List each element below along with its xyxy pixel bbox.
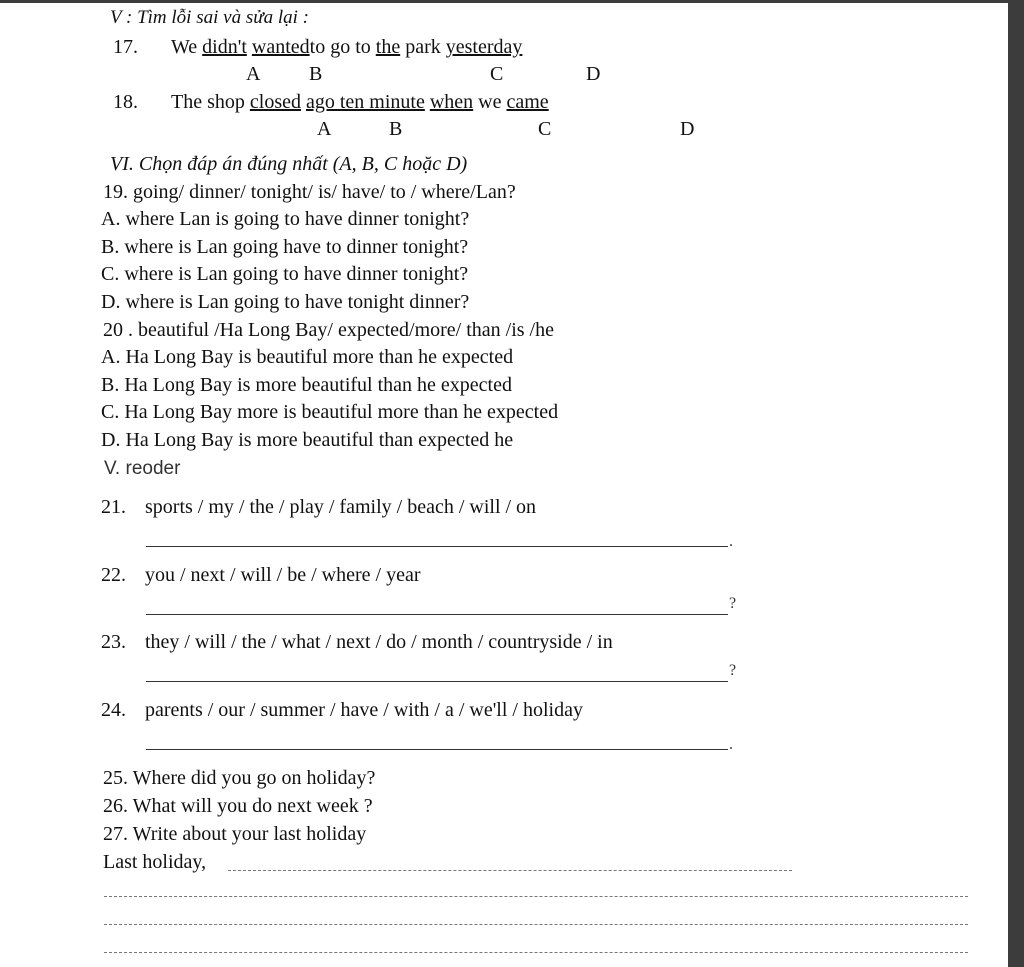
q21-line — [101, 495, 536, 519]
q23-words: they / will / the / what / next / do / month / countryside / in — [145, 631, 613, 653]
q22-number: 22. — [101, 564, 126, 586]
q19-prompt: 19. going/ dinner/ tonight/ is/ have/ to / where/Lan? — [103, 181, 516, 203]
q21-number: 21. — [101, 496, 126, 518]
section-v-title: V : Tìm lỗi sai và sửa lại : — [110, 7, 309, 28]
q17-letter-b: B — [309, 63, 323, 85]
q22-words: you / next / will / be / where / year — [145, 564, 421, 586]
q19-option-d: D. where is Lan going to have tonight dinner? — [101, 291, 470, 313]
q23-line — [101, 630, 613, 654]
q18-word: The shop — [171, 91, 245, 113]
q17-option-c: the — [375, 36, 401, 58]
right-scrollbar[interactable] — [1008, 0, 1024, 967]
q24-line — [101, 698, 583, 722]
q20-prompt: 20 . beautiful /Ha Long Bay/ expected/more/ than /is /he — [103, 319, 554, 341]
q26: 26. What will you do next week ? — [103, 795, 373, 817]
q17-line — [113, 35, 522, 59]
q17-option-a: didn't — [202, 36, 247, 58]
q19-option-a: A. where Lan is going to have dinner tonight? — [101, 208, 470, 230]
q24-end-punct: . — [729, 736, 733, 753]
q21-words: sports / my / the / play / family / beach / will / on — [145, 496, 537, 518]
q20-option-d: D. Ha Long Bay is more beautiful than expected he — [101, 429, 514, 451]
q23-answer-line[interactable] — [146, 681, 728, 682]
q19-option-b: B. where is Lan going have to dinner tonight? — [101, 236, 469, 258]
q18-line — [113, 90, 549, 114]
q18-letter-c: C — [538, 118, 552, 140]
q24-words: parents / our / summer / have / with / a / we'll / holiday — [145, 699, 583, 721]
q18-option-d: came — [506, 91, 549, 113]
q18-option-a: closed — [249, 91, 301, 113]
q17-word: park — [405, 36, 441, 58]
q17-letter-c: C — [490, 63, 504, 85]
q22-answer-line[interactable] — [146, 614, 728, 615]
q17-option-d: yesterday — [445, 36, 523, 58]
top-edge — [0, 0, 1008, 3]
q19-option-c: C. where is Lan going to have dinner tonight? — [101, 263, 469, 285]
q17-letter-d: D — [586, 63, 601, 85]
q17-letter-a: A — [246, 63, 261, 85]
q18-letter-b: B — [389, 118, 403, 140]
writing-line[interactable] — [104, 924, 968, 925]
reorder-title: V. reoder — [104, 458, 181, 479]
last-holiday-label: Last holiday, — [103, 851, 207, 873]
q18-number: 18. — [113, 91, 138, 113]
q17-option-b: wanted — [251, 36, 310, 58]
q25: 25. Where did you go on holiday? — [103, 767, 376, 789]
writing-line[interactable] — [104, 952, 968, 953]
q20-option-a: A. Ha Long Bay is beautiful more than he expected — [101, 346, 514, 368]
q22-line — [101, 563, 420, 587]
writing-line[interactable] — [228, 870, 792, 871]
q18-option-b: ago ten minute — [305, 91, 425, 113]
writing-line[interactable] — [104, 896, 968, 897]
q20-option-c: C. Ha Long Bay more is beautiful more than he expected — [101, 401, 559, 423]
q21-answer-line[interactable] — [146, 546, 728, 547]
q22-end-punct: ? — [729, 595, 737, 612]
q24-number: 24. — [101, 699, 126, 721]
q17-word: to go to — [309, 36, 371, 58]
q23-number: 23. — [101, 631, 126, 653]
q18-letter-d: D — [680, 118, 695, 140]
q21-end-punct: . — [729, 533, 733, 550]
q18-option-c: when — [429, 91, 474, 113]
q17-word: We — [171, 36, 198, 58]
q27: 27. Write about your last holiday — [103, 823, 367, 845]
section-vi-title: VI. Chọn đáp án đúng nhất (A, B, C hoặc D) — [110, 153, 468, 175]
q20-option-b: B. Ha Long Bay is more beautiful than he expected — [101, 374, 512, 396]
q18-letter-a: A — [317, 118, 332, 140]
q17-number: 17. — [113, 36, 138, 58]
q18-word: we — [478, 91, 502, 113]
q24-answer-line[interactable] — [146, 749, 728, 750]
q23-end-punct: ? — [729, 662, 737, 679]
